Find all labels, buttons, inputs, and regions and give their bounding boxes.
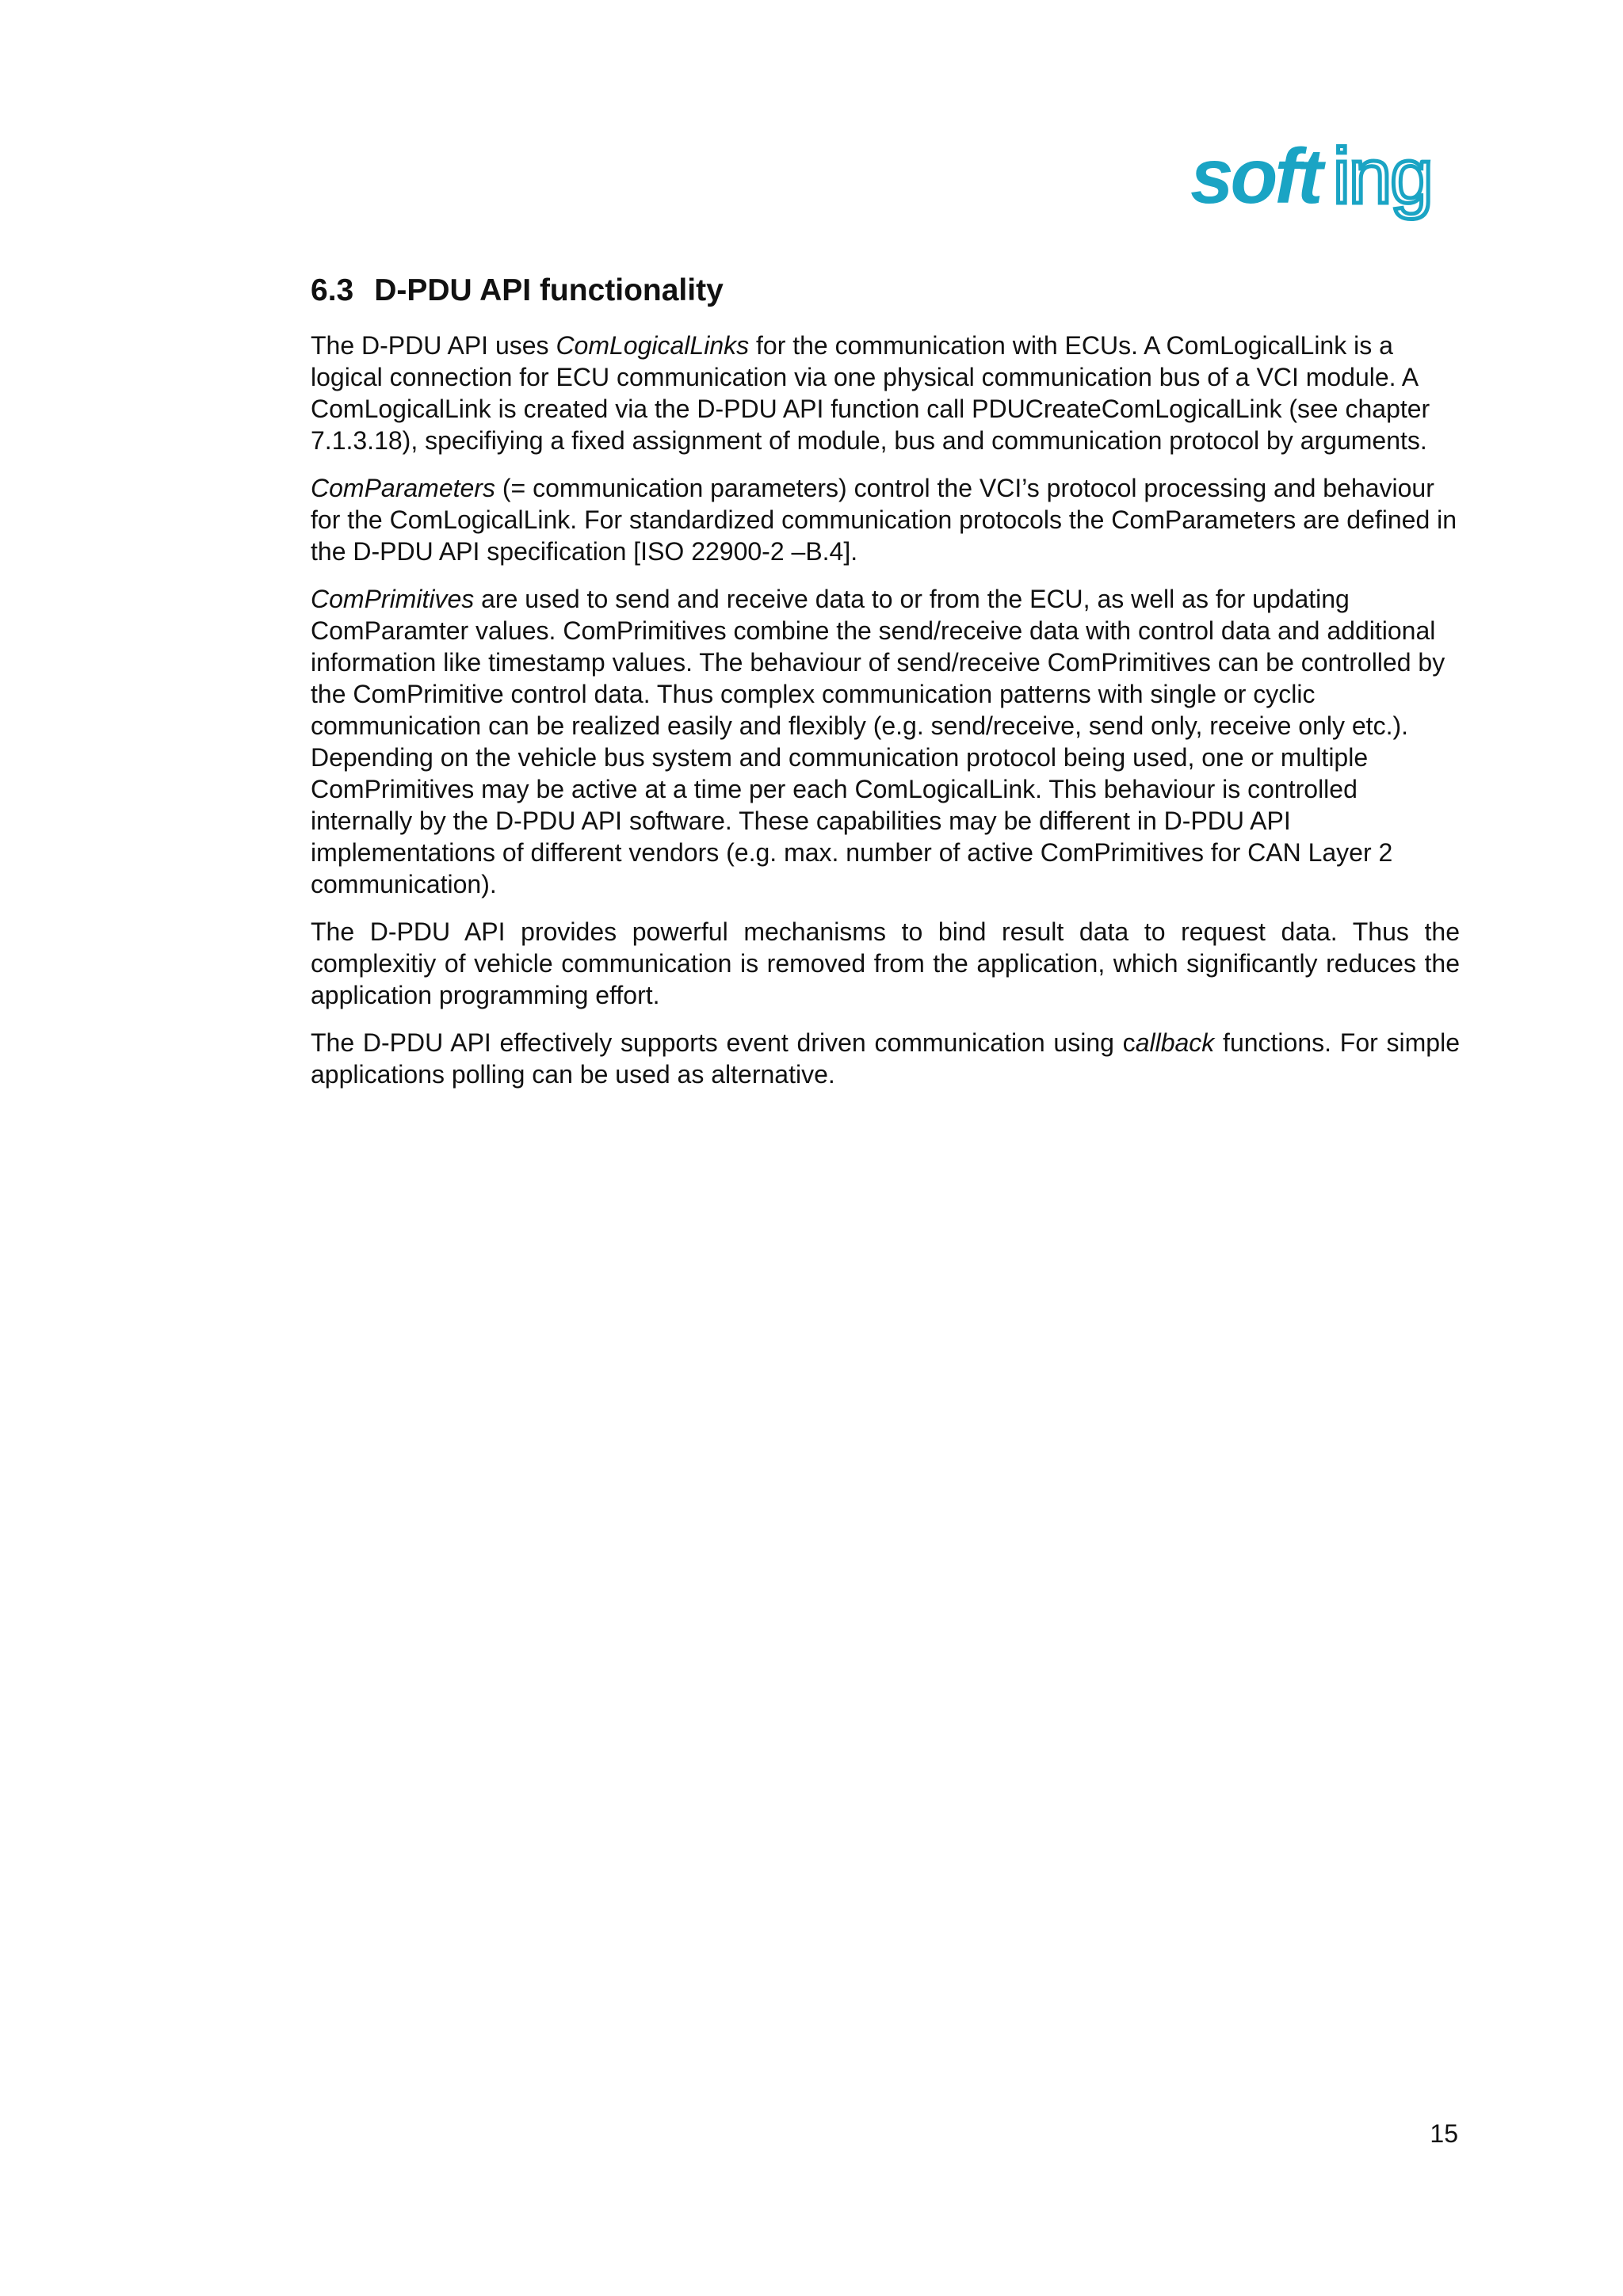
paragraph: [311, 1027, 1460, 1090]
section-heading: [311, 269, 1460, 312]
italic-term: ComParameters: [311, 474, 495, 502]
softing-logo: [1189, 127, 1458, 230]
svg-text:soft: soft: [1190, 132, 1320, 219]
italic-term: ComLogicalLinks: [556, 331, 750, 360]
paragraph: [311, 472, 1460, 567]
paragraph-text: for the communication with ECUs. A ComLogicalLink is a logical connection for ECU communication via one physical communication bus of a VCI module. A ComLogicalLink is created via the D-PDU API function call PDUCreateComLogicalLink (see chapter 7.1.3.18), specifiying a fixed assignment of module, bus and communication protocol by arguments.: [311, 331, 1430, 455]
paragraph-text: The D-PDU API uses: [311, 331, 556, 360]
italic-term: allback: [1135, 1028, 1215, 1057]
paragraph: [311, 330, 1460, 456]
paragraph-text: are used to send and receive data to or from the ECU, as well as for updating ComParamter values. ComPrimitives combine the send/receive data with control data and additional information like timestamp values. The behaviour of send/receive ComPrimitives can be controlled by the ComPrimitive control data. Thus complex communication patterns with single or cyclic communication can be realized easily and flexibly (e.g. send/receive, send only, receive only etc.). Depending on the vehicle bus system and communication protocol being used, one or multiple ComPrimitives may be active at a time per each ComLogicalLink. This behaviour is controlled internally by the D-PDU API software. These capabilities may be different in D-PDU API implementations of different vendors (e.g. max. number of active ComPrimitives for CAN Layer 2 communication).: [311, 585, 1445, 898]
italic-term: ComPrimitives: [311, 585, 475, 613]
paragraph-text: functions. For simple applications polling can be used as alternative.: [311, 1028, 1461, 1089]
main-content: [311, 269, 1460, 1106]
section-title: D-PDU API functionality: [374, 273, 724, 307]
page-number: 15: [1430, 2119, 1458, 2148]
body-text: [311, 330, 1460, 1090]
paragraph: [311, 583, 1460, 900]
svg-text:ing: ing: [1333, 132, 1432, 219]
paragraph: [311, 916, 1460, 1011]
section-number: 6.3: [311, 273, 354, 307]
paragraph-text: The D-PDU API effectively supports event driven communication using c: [311, 1028, 1136, 1057]
paragraph-text: (= communication parameters) control the VCI’s protocol processing and behaviour for the ComLogicalLink. For standardized communication protocols the ComParameters are defined in the D-PDU API specification [ISO 22900-2 –B.4].: [311, 474, 1457, 566]
paragraph-text: The D-PDU API provides powerful mechanisms to bind result data to request data. Thus the complexitiy of vehicle communication is removed from the application, which significantly reduces the application programming effort.: [311, 917, 1460, 1009]
